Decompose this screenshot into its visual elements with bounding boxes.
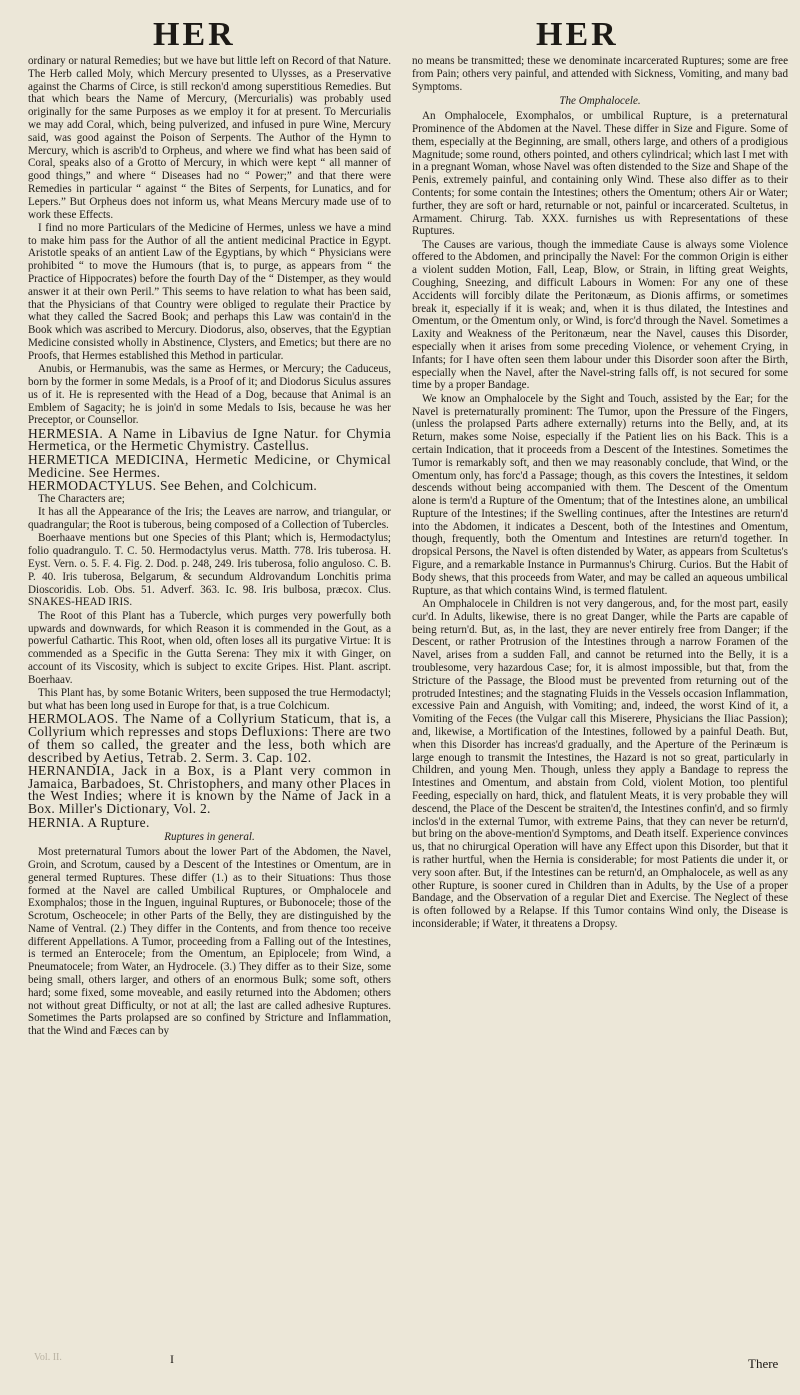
paragraph: An Omphalocele, Exomphalos, or umbilical Rupture, is a preternatural Prominence of the Abdomen at the Navel. These differ in Size and Figure. Some of them, especially at the Beginning, are small, others large, and others of a prodigious Magnitude; some round, others pointed, and others cylindrical; which last I met with in a pregnant Woman, whose Navel was often distended to the Size and Shape of the Penis, extremely painful, and containing only Wind. These also differ as to their Contents; for some contain the Intestines; others the Omentum; others Air or Water; further, they are soft or hard, returnable or not, painful or incarcerated. Scultetus, in Armament. Chirurg. Tab. XXX. furnishes us with Representations of these Ruptures.	[412, 110, 788, 238]
faint-footer-mark: Vol. II.	[34, 1352, 62, 1363]
entry-hernia: HERNIA. A Rupture.	[28, 814, 150, 830]
paragraph: The Root of this Plant has a Tubercle, which purges very powerfully both upwards and downwards, for which Reason it is commended in the Gout, as a powerful Cathartic. This Root, when old, often loses all its purgative Virtue: It is commended as a Specific in the Gutta Serena: They mix it with Ginger, on account of its Viscosity, which is subject to excite Gripes. Hist. Plant. ascript. Boerhaav.	[28, 609, 391, 686]
paragraph: It has all the Appearance of the Iris; the Leaves are narrow, and triangular, or quadrangular; the Root is tuberous, being composed of a Collection of Tubercles.	[28, 506, 391, 532]
entry-hermodactylus: HERMODACTYLUS. See Behen, and Colchicum.	[28, 477, 318, 493]
paragraph: ordinary or natural Remedies; but we have but little left on Record of that Nature. The Herb called Moly, which Mercury presented to Ulysses, as a Preservative against the Charms of Circe, is still reckon'd among superstitious Remedies. But that which bears the Name of Mercury, (Mercurialis) was probably used originally for the same Purposes as we employ it for at present. To Mercurialis we may add Coral, which, being pulverized, and infused in pure Wine, Mercury said, was good against the Poison of Serpents. The Author of the Hymn to Mercury, which is ascrib'd to Orpheus, and where we find what has been said of Coral, speaks also of a Grotto of Mercury, in which were kept “ all manner of good things,” and where “ Diseases had no “ Power;” and that there were Remedies in particular “ against “ the Bites of Serpents, for Lunatics, and for Lepers.” But Orpheus does not inform us, what Means Mercury made use of to work these Effects.	[28, 55, 391, 221]
paragraph: This Plant has, by some Botanic Writers, been supposed the true Hermodactyl; but what has been long used in Europe for that, is a true Colchicum.	[28, 687, 391, 712]
paragraph: Most preternatural Tumors about the lower Part of the Abdomen, the Navel, Groin, and Scrotum, caused by a Descent of the Intestines or Omentum, are in general termed Ruptures. These differ (1.) as to their Situations: Thus those formed at the Navel are called Umbilical Ruptures, or Omphalocele and Exomphalos; those in the Inguen, inguinal Ruptures, or Bubonocele; those of the Scrotum, Oscheocele; in other Parts of the Belly, they are distinguished by the Name of Ventral. (2.) They differ in the Contents, and from thence too receive different Appellations. A Tumor, proceeding from a Falling out of the Intestines, is termed an Enterocele; from the Omentum, an Epiplocele; from Wind, a Pneumatocele; from Water, an Hydrocele. (3.) They differ as to their Size, some being small, others larger, and others of an enormous Bulk; some soft, others hard; some fixed, some moveable, and easily returned into the Abdomen; others not without great Difficulty, or not at all; the last are called adhesive Ruptures. Sometimes the Parts prolapsed are so confined by Stricture and Inflammation, that the Wind and Fæces can by	[28, 846, 391, 1038]
paragraph: I find no more Particulars of the Medicine of Hermes, unless we have a mind to make him pass for the Author of all the antient medicinal Practice in Egypt. Aristotle speaks of an antient Law of the Egyptians, by which “ Physicians were prohibited “ to move the Humours (that is, to purge, as appears from “ the Practice of Hippocrates) before the fourth Day of the “ Distemper, as they would answer it at their own Peril.” This seems to have relation to what has been said, that the Physicians of that Country were obliged to regulate their Practice by what they called the Sacred Book; and perhaps this Law was contain'd in the Book which was ascribed to Mercury. Diodorus, also, observes, that the Egyptian Medicine consisted wholly in Abstinence, Clysters, and Emetics; but there are no Proofs, that Hermes established this Method in particular.	[28, 221, 391, 362]
signature-mark: I	[170, 1352, 174, 1366]
paragraph: Anubis, or Hermanubis, was the same as Hermes, or Mercury; the Caduceus, born by the former in some Medals, is a Proof of it; and Diodorus Siculus assures us of it. He is represented with the Head of a Dog, because that Animal is an Emblem of Sagacity; he is join'd in some Medals to Isis, because he was her Preceptor, or Counsellor.	[28, 363, 391, 427]
left-column	[28, 55, 391, 1039]
paragraph: The Characters are;	[38, 493, 125, 506]
section-heading-ruptures: Ruptures in general.	[164, 831, 255, 844]
section-heading-omphalocele: The Omphalocele.	[559, 95, 641, 108]
paragraph: no means be transmitted; these we denominate incarcerated Ruptures; some are free from Pain; others very painful, and attended with Sickness, Vomiting, and many bad Symptoms.	[412, 55, 788, 93]
entry-hermesia: HERMESIA. A Name in Libavius de Igne Natur. for Chymia Hermetica, or the Hermetic Chymistry. Castellus.	[28, 425, 391, 454]
running-head-left: HER	[153, 16, 236, 53]
catchword: There	[748, 1356, 779, 1371]
entry-hermolaos: HERMOLAOS. The Name of a Collyrium Staticum, that is, a Collyrium which represses and stops Defluxions: There are two of them so called, the greater and the less, both which are described by Aetius, Tetrab. 2. Serm. 3. Cap. 102.	[28, 711, 391, 765]
paragraph: The Causes are various, though the immediate Cause is always some Violence offered to the Abdomen, and principally the Navel: For the common Origin is either a violent sudden Motion, Fall, Leap, Blow, or Strain, in lifting great Weights, Coughing, Sneezing, and difficult Labours in Women: For any one of these Accidents will forcibly dilate the Peritonæum, as Dionis affirms, or sometimes break it, especially if it is weak; and, when it is thus dilated, the Intestines and Omentum, or the Omentum only, or Wind, is forc'd through the Navel. Sometimes a Laxity and Weakness of the Peritonæum, near the Navel, causes this Disorder, especially when it arises from some preceding Violence, or vehement Crying, in Infants; for I have often seen them labour under this Disorder soon after the Birth, especially when the Navel, after the Navel-string falls off, is not secured for some time by a proper Bandage.	[412, 238, 788, 392]
right-column	[412, 55, 788, 931]
paragraph: Boerhaave mentions but one Species of this Plant; which is, Hermodactylus; folio quadrangulo. T. C. 50. Hermodactylus verus. Matth. 778. Iris tuberosa. H. Eyst. Vern. o. 5. F. 4. Fig. 2. Dod. p. 248, 249. Iris tuberosa, folio anguloso. C. B. P. 40. Iris tuberosa, Belgarum, & secundum Aldrovandum Lonchitis prima Dioscoridis. Lob. Obs. 51. Adverf. 363. Ic. 98. Iris bulbosa, præcox. Clus. SNAKES-HEAD IRIS.	[28, 532, 391, 609]
paragraph: We know an Omphalocele by the Sight and Touch, assisted by the Ear; for the Navel is preternaturally prominent: The Tumor, upon the Pressure of the Fingers, (unless the prolapsed Parts adhere externally) returns into the Belly, and, at its Return, makes some Noise, especially if the Patient lies on his Back. This is a certain Indication, that it proceeds from a Descent of the Intestines. Sometimes the Tumor is remarkably soft, and then we may reasonably conclude, that Wind, or the Omentum only, has forc'd a Passage; though, as this covers the Intestines, it seldom descends without being accompanied with them. The Descent of the Omentum alone is term'd a Rupture of the Omentum; that of the Intestines alone, an umbilical Rupture of the Intestines; if the Swelling continues, after the Intestines are return'd into the Abdomen, it indicates a Descent, both of the Intestines and Omentum, though, frequently, both the Omentum and Intestines are return'd together. In dropsical Persons, the Navel is often distended by Water, as appears from Scultetus's Figure, and a remarkable Instance in Purmannus's Chirurg. Curios. But the Habit of Body shews, that this proceeds from Water, and may be called an aqueous umbilical Rupture, as that which contains Wind, is termed flatulent.	[412, 392, 788, 597]
paragraph: An Omphalocele in Children is not very dangerous, and, for the most part, easily cur'd. In Adults, likewise, there is no great Danger, while the Parts are capable of being return'd. But, as, in the last, they are never entirely free from Danger; if the Descent, or rather Protrusion of the Intestines through a narrow Foramen of the Navel, arises from a sudden Fall, and cannot be returned into the Belly, it is a troublesome, very hazardous Case; for, it is almost impossible, but that, from the Stricture of the Passage, the Blood must be prevented from returning out of the protruded Intestines; and the stagnating Fluids in the Vessels occasion Inflammation, excessive Pain and Anguish, with Vomiting; and, indeed, the worst Kind of it, a Vomiting of the Feces (the Vulgar call this Miserere, Physicians the Iliac Passion); and, likewise, a Mortification of the Intestines, followed by a painful Death. But, when this Disorder has increas'd gradually, and the Aperture of the Perinæum is large enough to transmit the Intestines, the Hazard is not so great, particularly in Children, and young Men. Though, unless they apply a Bandage to repress the Intestines and Omentum, and abstain from Cold, violent Motion, too plentiful Feeding, especially on hard, thick, and flatulent Meats, it is very probable they will descend, the Place of the Descent be straiten'd, the Intestines confin'd, and so firmly inclos'd in the external Tumor, with extreme Pains, that they can never be return'd, but bring on the above-mention'd Symptoms, and Death itself. Experience convinces us, that no chirurgical Operation will have any Effect upon this Disorder, but that it is rather hurtful, when the Hernia is considerable; for most Patients die under it, or very soon after. But, if the Intestines can be return'd, an Omphalocele, as well as any other Rupture, is sooner cured in Children than in Adults, by the Use of a proper Bandage, and the Observation of a regular Diet and Exercise. The Neglect of these is often followed by a Relapse. If this Tumor contains Wind only, the Disease is inconsiderable; if Water, it threatens a Dropsy.	[412, 597, 789, 930]
running-head-right: HER	[536, 16, 619, 53]
entry-hermetica-medicina: HERMETICA MEDICINA, Hermetic Medicine, or Chymical Medicine. See Hermes.	[28, 451, 391, 480]
entry-hernandia: HERNANDIA, Jack in a Box, is a Plant very common in Jamaica, Barbadoes, St. Christophers, and many other Places in the West Indies; where it is known by the Name of Jack in a Box. Miller's Dictionary, Vol. 2.	[28, 762, 391, 817]
